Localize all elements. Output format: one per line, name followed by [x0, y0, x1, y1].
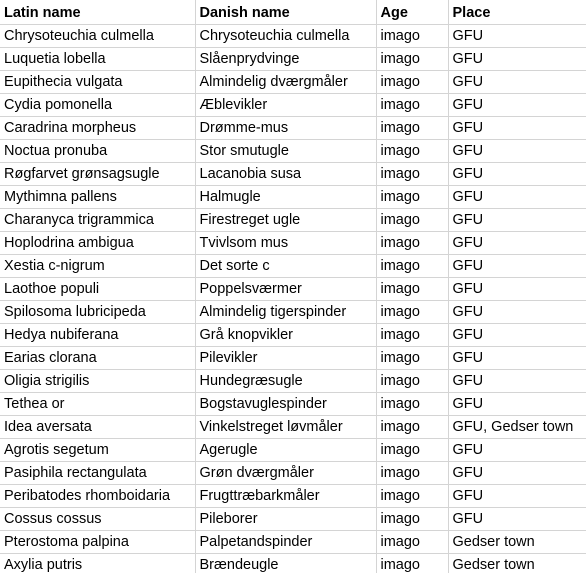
danish-name-cell[interactable]: Agerugle: [195, 439, 376, 462]
danish-name-cell[interactable]: Stor smutugle: [195, 140, 376, 163]
danish-name-cell[interactable]: Frugttræbarkmåler: [195, 485, 376, 508]
place-cell[interactable]: GFU: [448, 278, 586, 301]
age-cell[interactable]: imago: [376, 439, 448, 462]
table-row: [0, 393, 586, 416]
table-row: [0, 232, 586, 255]
age-cell[interactable]: imago: [376, 508, 448, 531]
table-row: [0, 370, 586, 393]
latin-name-cell[interactable]: Agrotis segetum: [0, 439, 195, 462]
age-cell[interactable]: imago: [376, 462, 448, 485]
table-row: [0, 531, 586, 554]
latin-name-cell[interactable]: Pasiphila rectangulata: [0, 462, 195, 485]
place-cell[interactable]: GFU: [448, 370, 586, 393]
age-cell[interactable]: imago: [376, 117, 448, 140]
table-row: [0, 462, 586, 485]
place-cell[interactable]: GFU, Gedser town: [448, 416, 586, 439]
table-row: [0, 278, 586, 301]
place-cell[interactable]: GFU: [448, 140, 586, 163]
danish-name-cell[interactable]: Pilevikler: [195, 347, 376, 370]
table-row: [0, 48, 586, 71]
danish-name-cell[interactable]: Bogstavuglespinder: [195, 393, 376, 416]
place-cell[interactable]: GFU: [448, 209, 586, 232]
table-row: [0, 485, 586, 508]
table-row: [0, 163, 586, 186]
danish-name-cell[interactable]: Halmugle: [195, 186, 376, 209]
danish-name-cell[interactable]: Lacanobia susa: [195, 163, 376, 186]
latin-name-cell[interactable]: Tethea or: [0, 393, 195, 416]
table-row: [0, 301, 586, 324]
danish-name-cell[interactable]: Palpetandspinder: [195, 531, 376, 554]
latin-name-cell[interactable]: Cossus cossus: [0, 508, 195, 531]
latin-name-cell[interactable]: Røgfarvet grønsagsugle: [0, 163, 195, 186]
latin-name-cell[interactable]: Oligia strigilis: [0, 370, 195, 393]
latin-name-cell[interactable]: Chrysoteuchia culmella: [0, 25, 195, 48]
table-row: [0, 416, 586, 439]
table-row: [0, 71, 586, 94]
latin-name-cell[interactable]: Spilosoma lubricipeda: [0, 301, 195, 324]
danish-name-cell[interactable]: Chrysoteuchia culmella: [195, 25, 376, 48]
latin-name-cell[interactable]: Axylia putris: [0, 554, 195, 573]
table-row: [0, 94, 586, 117]
table-row: [0, 25, 586, 48]
place-cell[interactable]: Gedser town: [448, 531, 586, 554]
table-row: [0, 255, 586, 278]
danish-name-cell[interactable]: Det sorte c: [195, 255, 376, 278]
latin-name-cell[interactable]: Caradrina morpheus: [0, 117, 195, 140]
latin-name-cell[interactable]: Xestia c-nigrum: [0, 255, 195, 278]
table-row: [0, 508, 586, 531]
place-cell[interactable]: GFU: [448, 393, 586, 416]
table-row: [0, 554, 586, 573]
age-cell[interactable]: imago: [376, 25, 448, 48]
latin-name-cell[interactable]: Hedya nubiferana: [0, 324, 195, 347]
danish-name-cell[interactable]: Vinkelstreget løvmåler: [195, 416, 376, 439]
age-cell[interactable]: imago: [376, 71, 448, 94]
latin-name-cell[interactable]: Laothoe populi: [0, 278, 195, 301]
danish-name-cell[interactable]: Æblevikler: [195, 94, 376, 117]
place-cell[interactable]: Gedser town: [448, 554, 586, 573]
place-cell[interactable]: GFU: [448, 301, 586, 324]
place-cell[interactable]: GFU: [448, 48, 586, 71]
danish-name-cell[interactable]: Slåenprydvinge: [195, 48, 376, 71]
place-cell[interactable]: GFU: [448, 25, 586, 48]
place-cell[interactable]: GFU: [448, 186, 586, 209]
latin-name-cell[interactable]: Charanyca trigrammica: [0, 209, 195, 232]
danish-name-cell[interactable]: Almindelig dværgmåler: [195, 71, 376, 94]
place-cell[interactable]: GFU: [448, 117, 586, 140]
danish-name-cell[interactable]: Firestreget ugle: [195, 209, 376, 232]
danish-name-cell[interactable]: Grå knopvikler: [195, 324, 376, 347]
age-cell[interactable]: imago: [376, 485, 448, 508]
place-cell[interactable]: GFU: [448, 347, 586, 370]
latin-name-cell[interactable]: Pterostoma palpina: [0, 531, 195, 554]
place-cell[interactable]: GFU: [448, 462, 586, 485]
latin-name-cell[interactable]: Cydia pomonella: [0, 94, 195, 117]
place-cell[interactable]: GFU: [448, 324, 586, 347]
place-cell[interactable]: GFU: [448, 163, 586, 186]
age-cell[interactable]: imago: [376, 393, 448, 416]
danish-name-cell[interactable]: Pileborer: [195, 508, 376, 531]
latin-name-cell[interactable]: Mythimna pallens: [0, 186, 195, 209]
danish-name-cell[interactable]: Grøn dværgmåler: [195, 462, 376, 485]
table-row: [0, 347, 586, 370]
age-cell[interactable]: imago: [376, 278, 448, 301]
age-cell[interactable]: imago: [376, 94, 448, 117]
header-row: [0, 0, 586, 25]
age-cell[interactable]: imago: [376, 531, 448, 554]
table-row: [0, 209, 586, 232]
table-row: [0, 439, 586, 462]
age-cell[interactable]: imago: [376, 186, 448, 209]
table-row: [0, 186, 586, 209]
danish-name-cell[interactable]: Drømme-mus: [195, 117, 376, 140]
table-row: [0, 324, 586, 347]
latin-name-cell[interactable]: Idea aversata: [0, 416, 195, 439]
danish-name-cell[interactable]: Brændeugle: [195, 554, 376, 573]
latin-name-cell[interactable]: Eupithecia vulgata: [0, 71, 195, 94]
age-cell[interactable]: imago: [376, 163, 448, 186]
age-cell[interactable]: imago: [376, 255, 448, 278]
table-row: [0, 117, 586, 140]
header-age[interactable]: Age: [376, 0, 448, 25]
place-cell[interactable]: GFU: [448, 485, 586, 508]
place-cell[interactable]: GFU: [448, 232, 586, 255]
age-cell[interactable]: imago: [376, 232, 448, 255]
header-danish-name[interactable]: Danish name: [195, 0, 376, 25]
table-body: [0, 25, 586, 573]
danish-name-cell[interactable]: Hundegræsugle: [195, 370, 376, 393]
age-cell[interactable]: imago: [376, 347, 448, 370]
latin-name-cell[interactable]: Hoplodrina ambigua: [0, 232, 195, 255]
age-cell[interactable]: imago: [376, 370, 448, 393]
age-cell[interactable]: imago: [376, 301, 448, 324]
place-cell[interactable]: GFU: [448, 508, 586, 531]
danish-name-cell[interactable]: Almindelig tigerspinder: [195, 301, 376, 324]
age-cell[interactable]: imago: [376, 324, 448, 347]
place-cell[interactable]: GFU: [448, 94, 586, 117]
age-cell[interactable]: imago: [376, 48, 448, 71]
danish-name-cell[interactable]: Tvivlsom mus: [195, 232, 376, 255]
age-cell[interactable]: imago: [376, 209, 448, 232]
age-cell[interactable]: imago: [376, 140, 448, 163]
place-cell[interactable]: GFU: [448, 255, 586, 278]
header-latin-name[interactable]: Latin name: [0, 0, 195, 25]
age-cell[interactable]: imago: [376, 554, 448, 573]
latin-name-cell[interactable]: Earias clorana: [0, 347, 195, 370]
latin-name-cell[interactable]: Luquetia lobella: [0, 48, 195, 71]
table-row: [0, 140, 586, 163]
place-cell[interactable]: GFU: [448, 439, 586, 462]
danish-name-cell[interactable]: Poppelsværmer: [195, 278, 376, 301]
age-cell[interactable]: imago: [376, 416, 448, 439]
latin-name-cell[interactable]: Peribatodes rhomboidaria: [0, 485, 195, 508]
latin-name-cell[interactable]: Noctua pronuba: [0, 140, 195, 163]
header-place[interactable]: Place: [448, 0, 586, 25]
place-cell[interactable]: GFU: [448, 71, 586, 94]
